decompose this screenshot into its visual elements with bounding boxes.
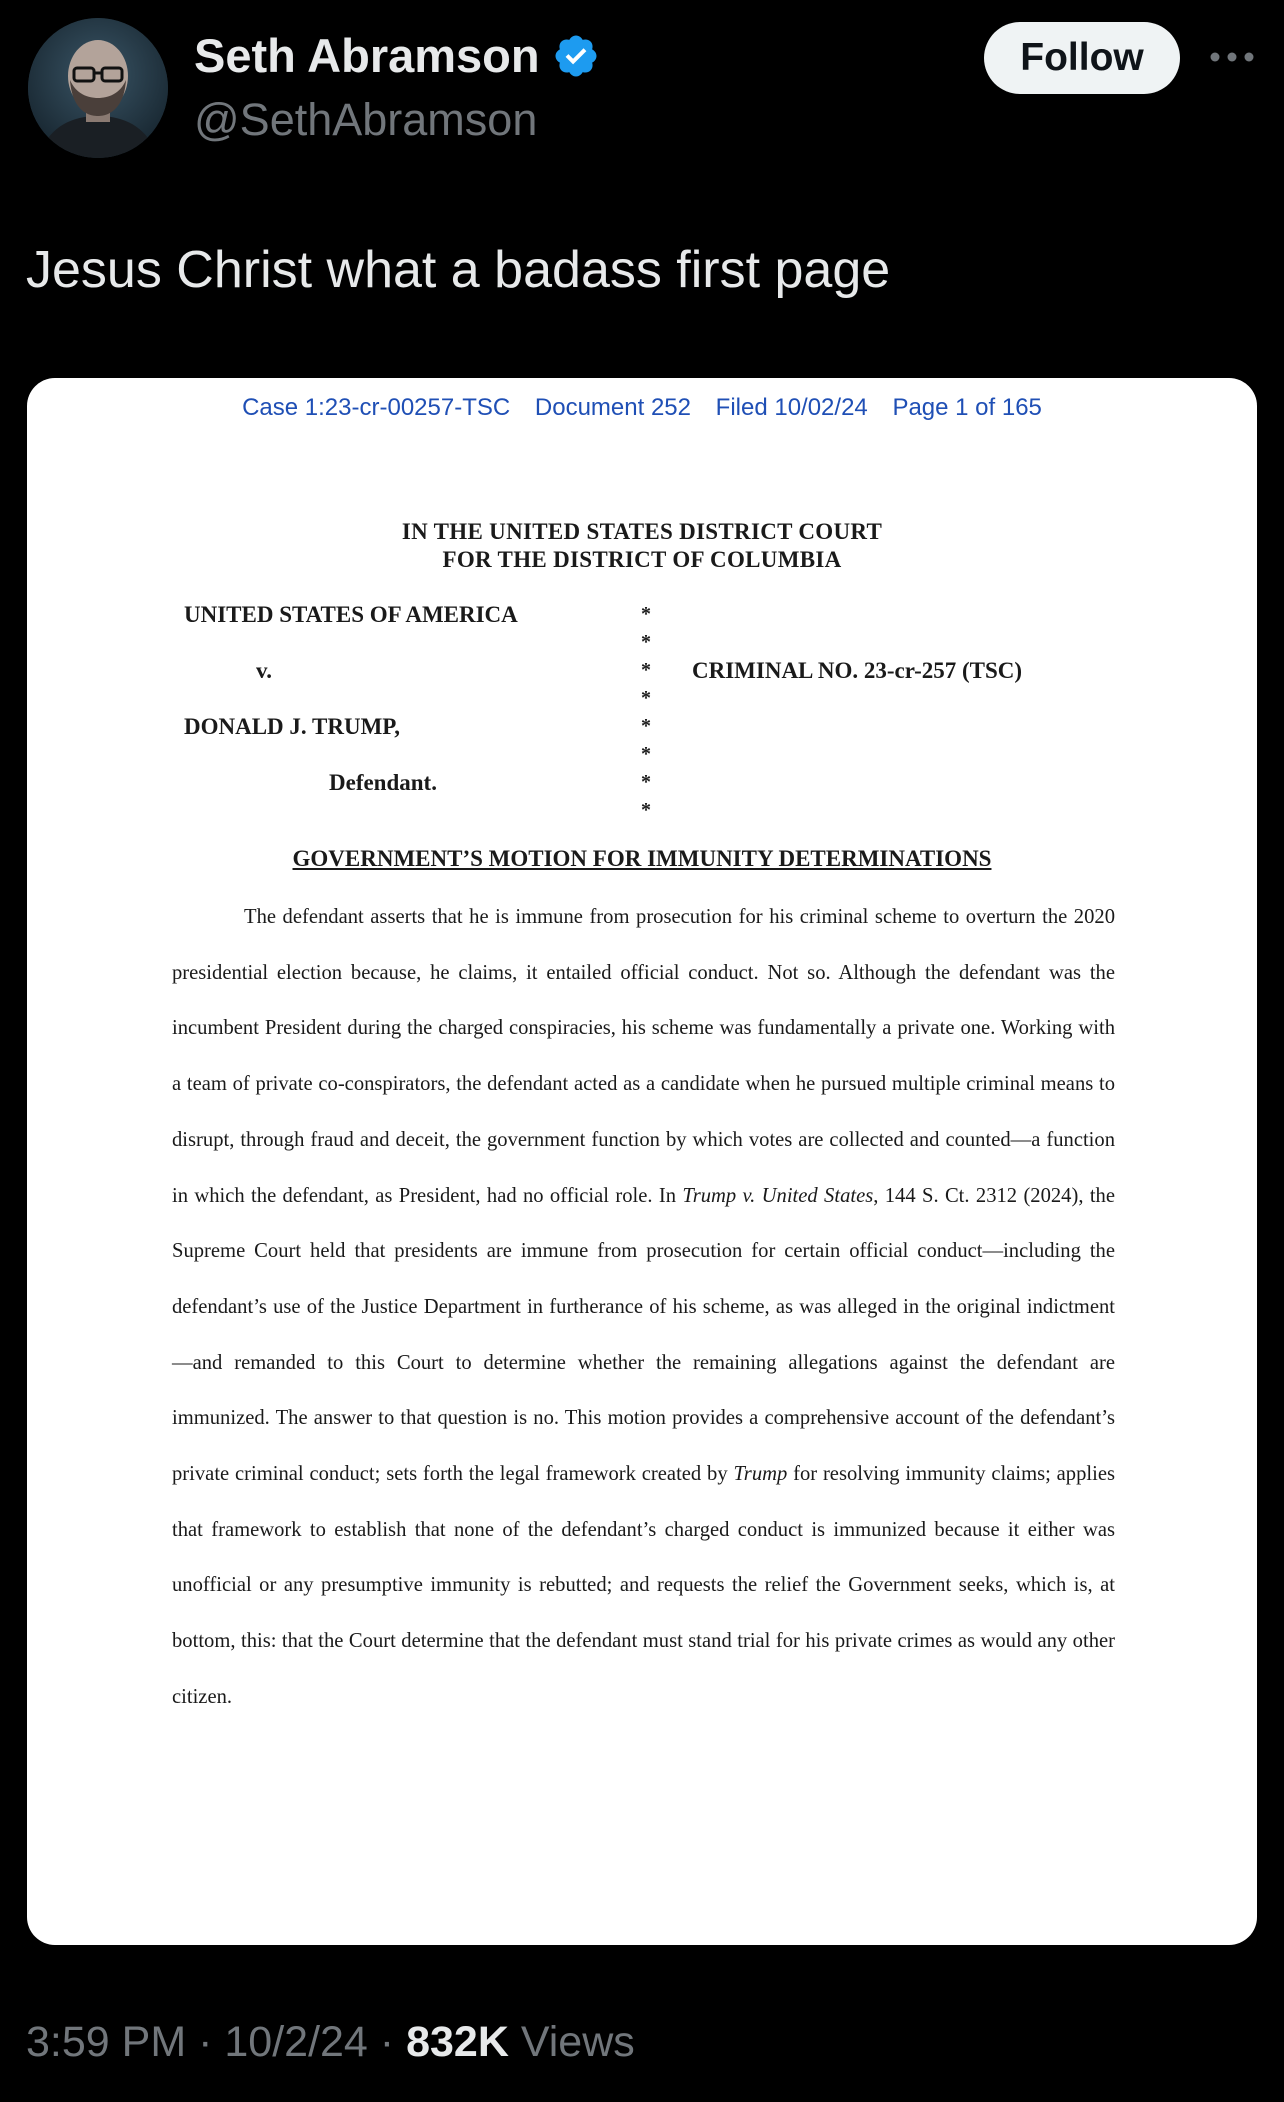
attached-document-image[interactable] (27, 378, 1257, 1945)
more-horizontal-icon[interactable] (1202, 30, 1262, 84)
avatar-image (28, 18, 168, 158)
court-name (27, 518, 1257, 574)
plaintiff-name: UNITED STATES OF AMERICA (184, 602, 518, 627)
criminal-number: CRIMINAL NO. 23-cr-257 (TSC) (692, 658, 1023, 683)
body-part-3: for resolving immunity claims; applies that framework to establish that none of the defendant’s charged conduct is immunized because it either was unofficial or any presumptive immunity is rebutted; and requests the relief the Government seeks, which is, at bottom, this: that the Court determine that the defendant must stand trial for his private crimes as would any other citizen. (172, 1463, 1115, 1708)
views-label: Views (520, 2018, 635, 2066)
court-line-2: FOR THE DISTRICT OF COLUMBIA (442, 547, 842, 572)
tweet-metadata (26, 2018, 635, 2067)
defendant-label: Defendant. (329, 770, 437, 795)
court-line-1: IN THE UNITED STATES DISTRICT COURT (401, 519, 883, 544)
tweet-date[interactable]: 10/2/24 (224, 2018, 368, 2066)
meta-separator-2: · (379, 2018, 395, 2066)
tweet-time[interactable]: 3:59 PM (26, 2018, 187, 2066)
follow-button[interactable]: Follow (984, 22, 1180, 94)
doc-case-number: Case 1:23-cr-00257-TSC (242, 394, 511, 421)
body-part-2: , 144 S. Ct. 2312 (2024), the Supreme Court held that presidents are immune from prosecution for certain official conduct—including the defendant’s use of the Justice Department in furtherance of his scheme, as was alleged in the original indictment—and remanded to this Court to determine whether the remaining allegations against the defendant are immunized. The answer to that question is no. This motion provides a comprehensive account of the defendant’s private criminal conduct; sets forth the legal framework created by (172, 1184, 1115, 1486)
author-name-text: Seth Abramson (194, 29, 540, 82)
meta-separator: · (198, 2018, 213, 2066)
doc-filed-date: Filed 10/02/24 (715, 394, 868, 421)
caption-asterisk-column: * * * * * * * * (641, 603, 651, 821)
body-case-name: Trump v. United States (682, 1184, 874, 1207)
document-filing-header (27, 394, 1257, 422)
doc-document-number: Document 252 (534, 394, 691, 421)
avatar[interactable] (28, 18, 168, 158)
doc-page-count: Page 1 of 165 (892, 394, 1042, 421)
body-trump-italic: Trump (733, 1463, 788, 1486)
views-count[interactable]: 832K (406, 2018, 509, 2066)
defendant-name: DONALD J. TRUMP, (184, 714, 400, 739)
body-part-1: The defendant asserts that he is immune from prosecution for his criminal scheme to overturn the 2020 presidential election because, he claims, it entailed official conduct. Not so. Although the defendant was the incumbent President during the charged conspiracies, his scheme was fundamentally a private one. Working with a team of private co-conspirators, the defendant acted as a candidate when he pursued multiple criminal means to disrupt, through fraud and deceit, the government function by which votes are collected and counted—a function in which the defendant, as President, had no official role. In (172, 906, 1115, 1207)
versus-label: v. (256, 658, 272, 683)
verified-badge-icon[interactable] (552, 32, 600, 80)
tweet-text: Jesus Christ what a badass first page (26, 241, 891, 299)
author-display-name[interactable] (194, 28, 600, 83)
motion-title: GOVERNMENT’S MOTION FOR IMMUNITY DETERMINATIONS (292, 846, 992, 871)
motion-body-paragraph (172, 890, 1115, 1726)
author-handle[interactable]: @SethAbramson (194, 94, 538, 145)
